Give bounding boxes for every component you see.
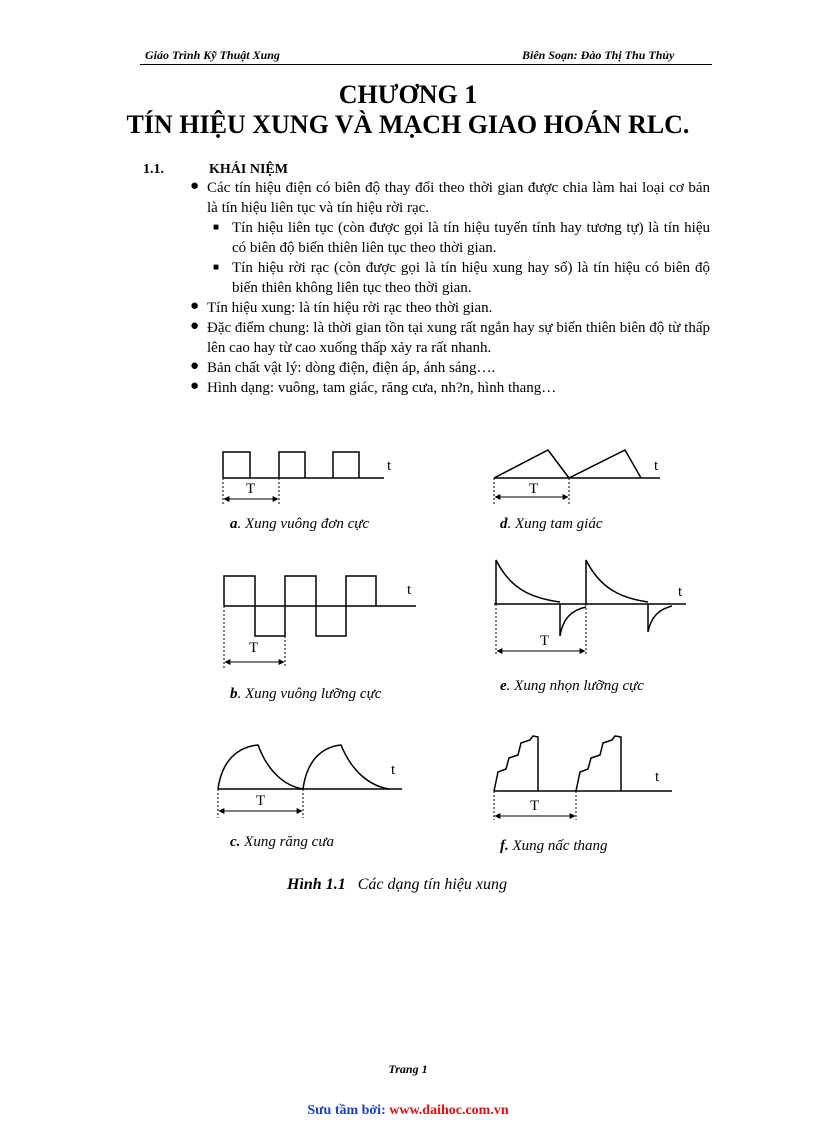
bullet-icon: ● bbox=[190, 178, 200, 194]
caption-c: c. Xung răng cưa bbox=[230, 834, 335, 850]
period-label: T bbox=[530, 798, 540, 814]
waveform-staircase bbox=[494, 736, 672, 820]
bullet-text: Tín hiệu xung: là tín hiệu rời rạc theo thời gian. bbox=[207, 300, 493, 316]
axis-label: t bbox=[655, 769, 660, 785]
caption-d: d. Xung tam giác bbox=[500, 516, 603, 532]
bullet-text: Hình dạng: vuông, tam giác, răng cưa, nh?n, hình thang… bbox=[207, 380, 557, 396]
caption-b: b. Xung vuông lưỡng cực bbox=[230, 686, 382, 702]
source-credit: Sưu tầm bởi: www.daihoc.com.vn bbox=[307, 1103, 509, 1118]
period-label: T bbox=[249, 640, 259, 656]
axis-label: t bbox=[407, 582, 412, 598]
period-label: T bbox=[540, 633, 550, 649]
axis-label: t bbox=[654, 458, 659, 474]
waveform-triangle bbox=[494, 450, 660, 506]
source-link[interactable]: www.daihoc.com.vn bbox=[389, 1103, 509, 1118]
caption-f: f. Xung nấc thang bbox=[500, 838, 608, 854]
subbullet-text: Tín hiệu liên tục (còn được gọi là tín hiệu tuyến tính hay tương tự) là tín hiệu có biên độ biến thiên liên tục theo thời gian. bbox=[232, 220, 710, 256]
subbullet-text: Tín hiệu rời rạc (còn được gọi là tín hiệu xung hay số) là tín hiệu có biên độ biến thiên không liên tục theo thời gian. bbox=[232, 260, 710, 296]
square-bullet-icon: ■ bbox=[213, 222, 220, 233]
bullet-text: Đặc điểm chung: là thời gian tồn tại xung rất ngắn hay sự biến thiên biên độ từ thấp lên cao hay từ cao xuống thấp xảy ra rất nhanh. bbox=[207, 320, 710, 356]
bullet-icon: ● bbox=[190, 318, 200, 334]
waveform-unipolar-square bbox=[223, 452, 384, 506]
caption-a: a. Xung vuông đơn cực bbox=[230, 516, 370, 532]
period-label: T bbox=[246, 481, 256, 497]
caption-e: e. Xung nhọn lưỡng cực bbox=[500, 678, 644, 694]
bullet-text: Các tín hiệu điện có biên độ thay đổi theo thời gian được chia làm hai loại cơ bản là tín hiệu liên tục và tín hiệu rời rạc. bbox=[207, 180, 710, 216]
axis-label: t bbox=[387, 458, 392, 474]
square-bullet-icon: ■ bbox=[213, 262, 220, 273]
section-title: KHÁI NIỆM bbox=[209, 162, 288, 177]
section-number: 1.1. bbox=[143, 162, 164, 177]
chapter-number: CHƯƠNG 1 bbox=[338, 80, 478, 109]
header-book-title: Giáo Trình Kỹ Thuật Xung bbox=[145, 48, 280, 62]
axis-label: t bbox=[678, 584, 683, 600]
bullet-icon: ● bbox=[190, 298, 200, 314]
axis-label: t bbox=[391, 762, 396, 778]
header-author: Biên Soạn: Đào Thị Thu Thủy bbox=[522, 48, 675, 62]
page-number: Trang 1 bbox=[388, 1062, 428, 1076]
bullet-text: Bản chất vật lý: dòng điện, điện áp, ánh sáng…. bbox=[207, 360, 496, 376]
figure-caption: Hình 1.1 Các dạng tín hiệu xung bbox=[287, 876, 507, 893]
period-label: T bbox=[256, 793, 266, 809]
chapter-title: TÍN HIỆU XUNG VÀ MẠCH GIAO HOÁN RLC. bbox=[126, 110, 690, 139]
bullet-icon: ● bbox=[190, 358, 200, 374]
period-label: T bbox=[529, 481, 539, 497]
bullet-icon: ● bbox=[190, 378, 200, 394]
waveform-bipolar-spike bbox=[494, 560, 686, 656]
waveform-sawtooth bbox=[218, 745, 402, 818]
